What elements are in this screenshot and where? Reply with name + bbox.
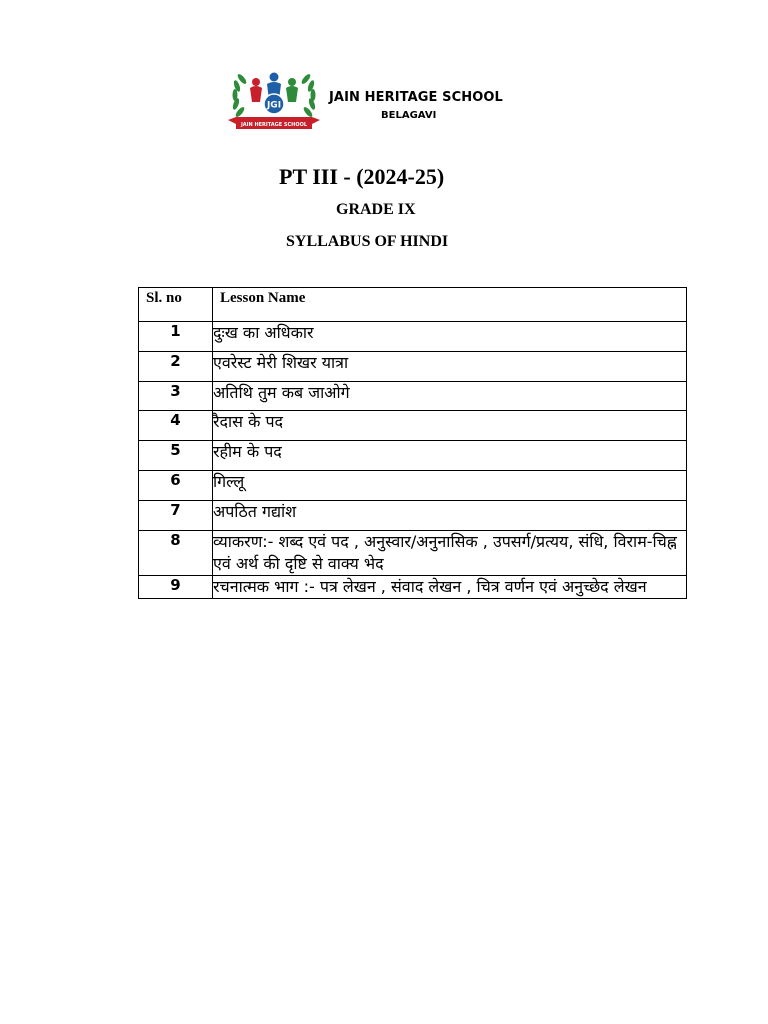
syllabus-title: SYLLABUS OF HINDI: [286, 233, 449, 250]
table-row: [139, 441, 687, 471]
table-row: [139, 531, 687, 576]
column-header-lesson-name: Lesson Name: [213, 288, 687, 322]
syllabus-table: [138, 287, 687, 599]
lesson-name: अतिथि तुम कब जाओगे: [213, 382, 687, 411]
school-logo: [226, 68, 322, 134]
table-row: [139, 471, 687, 501]
table-row: [139, 411, 687, 441]
svg-text:JAIN HERITAGE SCHOOL: JAIN HERITAGE SCHOOL: [240, 122, 308, 128]
lesson-name: रैदास के पद: [213, 411, 687, 441]
grade-title: GRADE IX: [336, 201, 416, 218]
svg-text:JGI: JGI: [266, 100, 282, 111]
lesson-name: गिल्लू: [213, 471, 687, 501]
serial-number: 3: [139, 382, 213, 411]
lesson-name: रचनात्मक भाग :- पत्र लेखन , संवाद लेखन , चित्र वर्णन एवं अनुच्छेद लेखन: [213, 576, 687, 599]
table-row: [139, 382, 687, 411]
exam-title: PT III - (2024-25): [279, 164, 445, 189]
table-row: [139, 576, 687, 599]
table-row: [139, 352, 687, 382]
serial-number: 2: [139, 352, 213, 382]
table-header-row: [139, 288, 687, 322]
lesson-name: अपठित गद्यांश: [213, 501, 687, 531]
school-header: [226, 68, 546, 136]
serial-number: 4: [139, 411, 213, 441]
serial-number: 9: [139, 576, 213, 599]
serial-number: 8: [139, 531, 213, 576]
table-row: [139, 322, 687, 352]
serial-number: 1: [139, 322, 213, 352]
lesson-name: व्याकरण:- शब्द एवं पद , अनुस्वार/अनुनासिक , उपसर्ग/प्रत्यय, संधि, विराम-चिह्न एवं अर्थ की दृष्टि से वाक्य भेद: [213, 531, 687, 576]
lesson-name: एवरेस्ट मेरी शिखर यात्रा: [213, 352, 687, 382]
serial-number: 7: [139, 501, 213, 531]
serial-number: 5: [139, 441, 213, 471]
table-row: [139, 501, 687, 531]
lesson-name: दुःख का अधिकार: [213, 322, 687, 352]
column-header-sl-no: Sl. no: [139, 288, 213, 322]
lesson-name: रहीम के पद: [213, 441, 687, 471]
school-city: BELAGAVI: [381, 110, 437, 121]
school-name: JAIN HERITAGE SCHOOL: [329, 90, 503, 105]
serial-number: 6: [139, 471, 213, 501]
